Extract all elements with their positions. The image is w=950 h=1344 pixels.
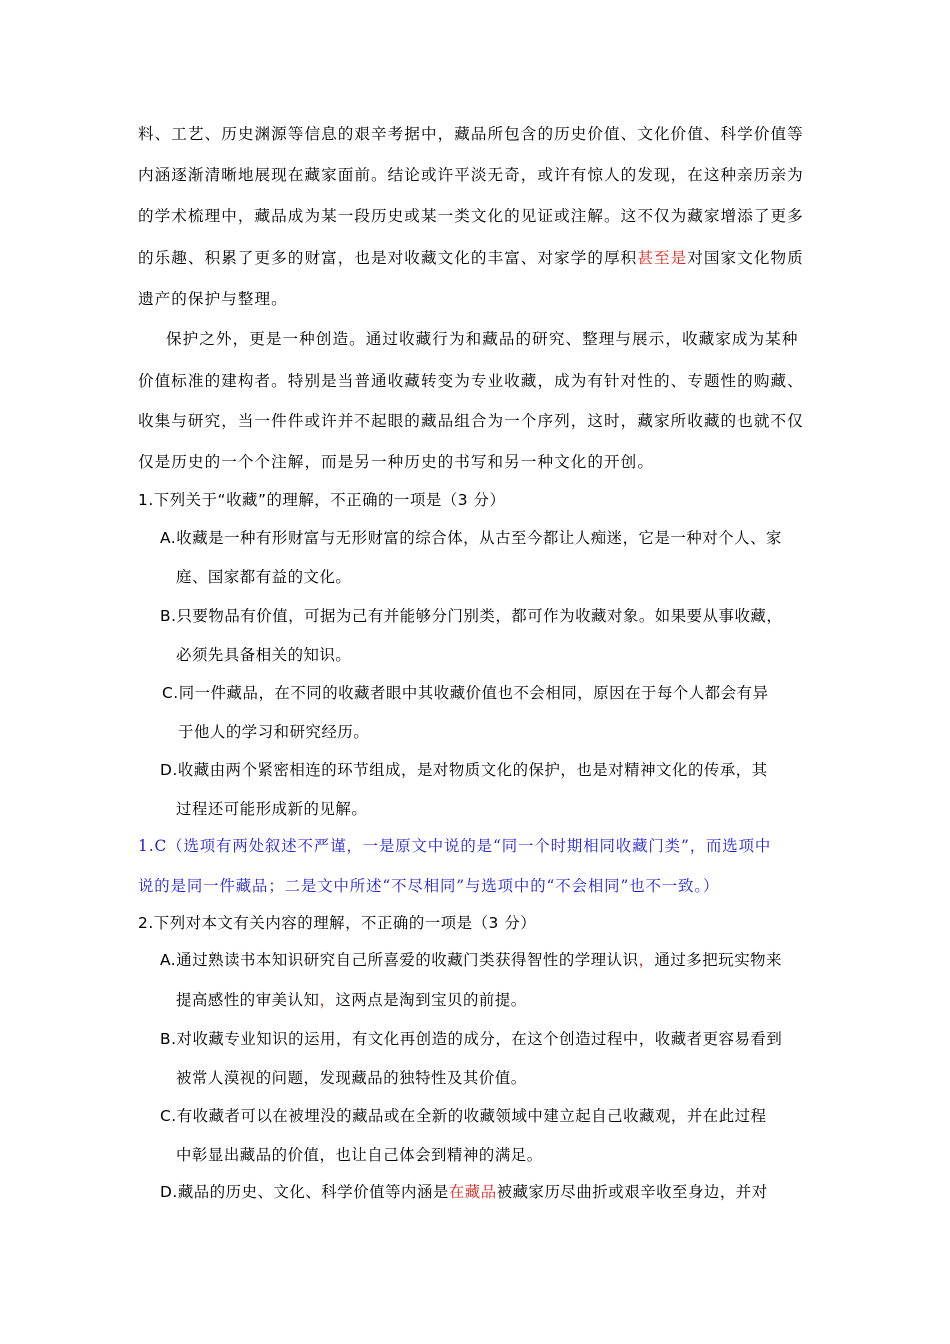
q2-option-b: B.对收藏专业知识的运用，有文化再创造的成分，在这个创造过程中，收藏者更容易看到 xyxy=(160,1030,783,1048)
q1-option-d: D.收藏由两个紧密相连的环节组成，是对物质文化的保护，也是对精神文化的传承，其 xyxy=(160,761,768,779)
q2-option-a xyxy=(160,950,782,970)
passage-line: 收集与研究，当一件件或许并不起眼的藏品组合为一个序列，这时，藏家所收藏的也就不仅 xyxy=(138,412,804,430)
q2-option-a-cont xyxy=(176,990,527,1010)
passage-line: 料、工艺、历史渊源等信息的艰辛考据中，藏品所包含的历史价值、文化价值、科学价值等 xyxy=(138,125,804,143)
passage-line: 仅是历史的一个个注解，而是另一种历史的书写和另一种文化的开创。 xyxy=(138,453,654,471)
q2-option-c-cont: 中彰显出藏品的价值，也让自己体会到精神的满足。 xyxy=(176,1146,543,1164)
passage-text: 的乐趣、积累了更多的财富，也是对收藏文化的丰富、对家学的厚积 xyxy=(138,249,638,267)
q1-option-c-cont: 于他人的学习和研究经历。 xyxy=(178,723,370,741)
passage-line xyxy=(138,248,804,268)
q1-option-b-cont: 必须先具备相关的知识。 xyxy=(176,646,352,664)
q1-answer-cont: 说的是同一件藏品；二是文中所述“不尽相同”与选项中的“不会相同”也不一致。） xyxy=(138,877,720,895)
passage-line: 保护之外，更是一种创造。通过收藏行为和藏品的研究、整理与展示，收藏家成为某种 xyxy=(166,330,799,348)
option-text: 这两点是淘到宝贝的前提。 xyxy=(335,991,527,1009)
highlighted-word: 甚至是 xyxy=(637,249,688,267)
option-text: A.通过熟读书本知识研究自己所喜爱的收藏门类获得智性的学理认识 xyxy=(160,951,639,969)
q1-option-c: C.同一件藏品，在不同的收藏者眼中其收藏价值也不会相同，原因在于每个人都会有异 xyxy=(162,684,769,702)
question-2-stem: 2.下列对本文有关内容的理解，不正确的一项是（3 分） xyxy=(138,914,537,932)
highlighted-word: 在藏品 xyxy=(448,1183,497,1201)
q2-option-c: C.有收藏者可以在被埋没的藏品或在全新的收藏领域中建立起自己收藏观，并在此过程 xyxy=(160,1107,767,1125)
highlighted-comma: ， xyxy=(638,951,655,969)
q1-option-a: A.收藏是一种有形财富与无形财富的综合体，从古至今都让人痴迷，它是一种对个人、家 xyxy=(160,529,782,547)
question-1-stem: 1.下列关于“收藏”的理解，不正确的一项是（3 分） xyxy=(138,491,506,509)
q2-option-d xyxy=(160,1182,768,1202)
q1-option-a-cont: 庭、国家都有益的文化。 xyxy=(176,568,352,586)
passage-line: 遗产的保护与整理。 xyxy=(138,290,288,308)
q2-option-b-cont: 被常人漠视的问题，发现藏品的独特性及其价值。 xyxy=(176,1069,527,1087)
option-text: 提高感性的审美认知 xyxy=(176,991,320,1009)
option-text: D.藏品的历史、文化、科学价值等内涵是 xyxy=(160,1183,449,1201)
option-text: 被藏家历尽曲折或艰辛收至身边，并对 xyxy=(496,1183,768,1201)
option-text: 通过多把玩实物来 xyxy=(654,951,783,969)
passage-line: 的学术梳理中，藏品成为某一段历史或某一类文化的见证或注解。这不仅为藏家增添了更多 xyxy=(138,207,804,225)
passage-line: 价值标准的建构者。特别是当普通收藏转变为专业收藏，成为有针对性的、专题性的购藏、 xyxy=(138,372,804,390)
passage-line: 内涵逐渐清晰地展现在藏家面前。结论或许平淡无奇，或许有惊人的发现，在这种亲历亲为 xyxy=(138,166,804,184)
passage-text: 对国家文化物质 xyxy=(687,249,804,267)
q1-option-b: B.只要物品有价值，可据为己有并能够分门别类，都可作为收藏对象。如果要从事收藏， xyxy=(160,607,783,625)
q1-option-d-cont: 过程还可能形成新的见解。 xyxy=(176,800,368,818)
q1-answer: 1.C（选项有两处叙述不严谨，一是原文中说的是“同一个时期相同收藏门类”，而选项中 xyxy=(138,837,772,855)
highlighted-comma: ， xyxy=(319,991,336,1009)
